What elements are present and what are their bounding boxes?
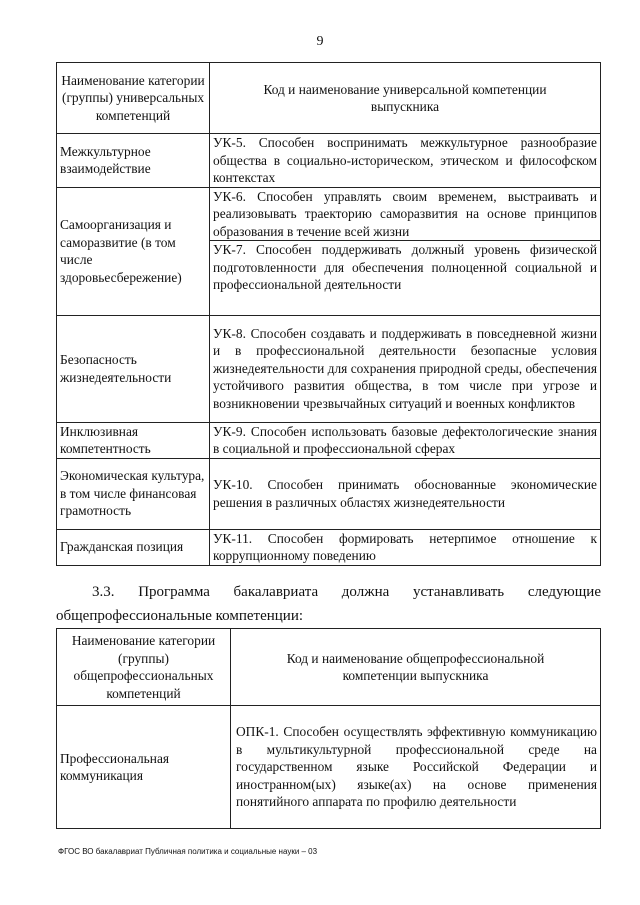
competency-cell: УК-9. Способен использовать базовые дефектологические знания в социальной и профессиональной сферах (210, 422, 601, 458)
category-cell: Безопасность жизнедеятельности (57, 315, 210, 422)
category-cell: Профессиональная коммуникация (57, 706, 231, 829)
category-cell: Межкультурное взаимодействие (57, 134, 210, 188)
footer: ФГОС ВО бакалавриат Публичная политика и социальные науки – 03 (58, 847, 318, 856)
paragraph-text: Программа бакалавриата должна устанавливать следующие общепрофессиональные компетенции: (56, 584, 601, 624)
table-row (57, 706, 601, 829)
table-header-row (57, 63, 601, 134)
competency-cell: УК-5. Способен воспринимать межкультурное разнообразие общества в социально-историческом, этическом и философском контекстах (210, 134, 601, 188)
table-header-row (57, 629, 601, 706)
header-competency: Код и наименование универсальной компетенции выпускника (210, 63, 601, 134)
competency-cell: УК-7. Способен поддерживать должный уровень физической подготовленности для обеспечения полноценной социальной и профессиональной деятельности (213, 242, 597, 292)
page-number: 9 (316, 34, 324, 49)
competency-cell: УК-6. Способен управлять своим временем, выстраивать и реализовывать траекторию саморазвития на основе принципов образования в течение всей жизни (210, 188, 600, 242)
category-cell: Экономическая культура, в том числе финансовая грамотность (57, 458, 210, 529)
paragraph-first-line (56, 580, 601, 628)
category-cell: Гражданская позиция (57, 529, 210, 565)
header-category: Наименование категории (группы) универсальных компетенций (57, 63, 210, 134)
table-row (57, 529, 601, 565)
table-row (57, 422, 601, 458)
category-cell: Инклюзивная компетентность (57, 422, 210, 458)
header-competency: Код и наименование общепрофессиональной компетенции выпускника (231, 629, 601, 706)
table-row (57, 458, 601, 529)
competency-cell: УК-10. Способен принимать обоснованные экономические решения в различных областях жизнедеятельности (210, 458, 601, 529)
general-professional-competencies-table (56, 628, 601, 829)
competency-cell: УК-11. Способен формировать нетерпимое отношение к коррупционному поведению (210, 529, 601, 565)
header-category: Наименование категории (группы) общепрофессиональных компетенций (57, 629, 231, 706)
table-row (57, 134, 601, 188)
competency-cell: УК-8. Способен создавать и поддерживать в повседневной жизни и в профессиональной деятельности безопасные условия жизнедеятельности для сохранения природной среды, обеспечения устойчивого развития общества, в том числе при угрозе и возникновении чрезвычайных ситуаций и военных конфликтов (210, 315, 601, 422)
table-row (57, 315, 601, 422)
category-cell: Самоорганизация и саморазвитие (в том числе здоровьесбережение) (57, 187, 210, 315)
paragraph-number: 3.3. (92, 584, 115, 600)
table-row (57, 187, 601, 315)
universal-competencies-table (56, 62, 601, 566)
competency-split-cell (210, 187, 601, 315)
competency-cell: ОПК-1. Способен осуществлять эффективную коммуникацию в мультикультурной профессиональной среде на государственном языке Российской Федерации и иностранном(ых) языке(ах) на основе применения понятийного аппарата по профилю деятельности (231, 706, 601, 829)
